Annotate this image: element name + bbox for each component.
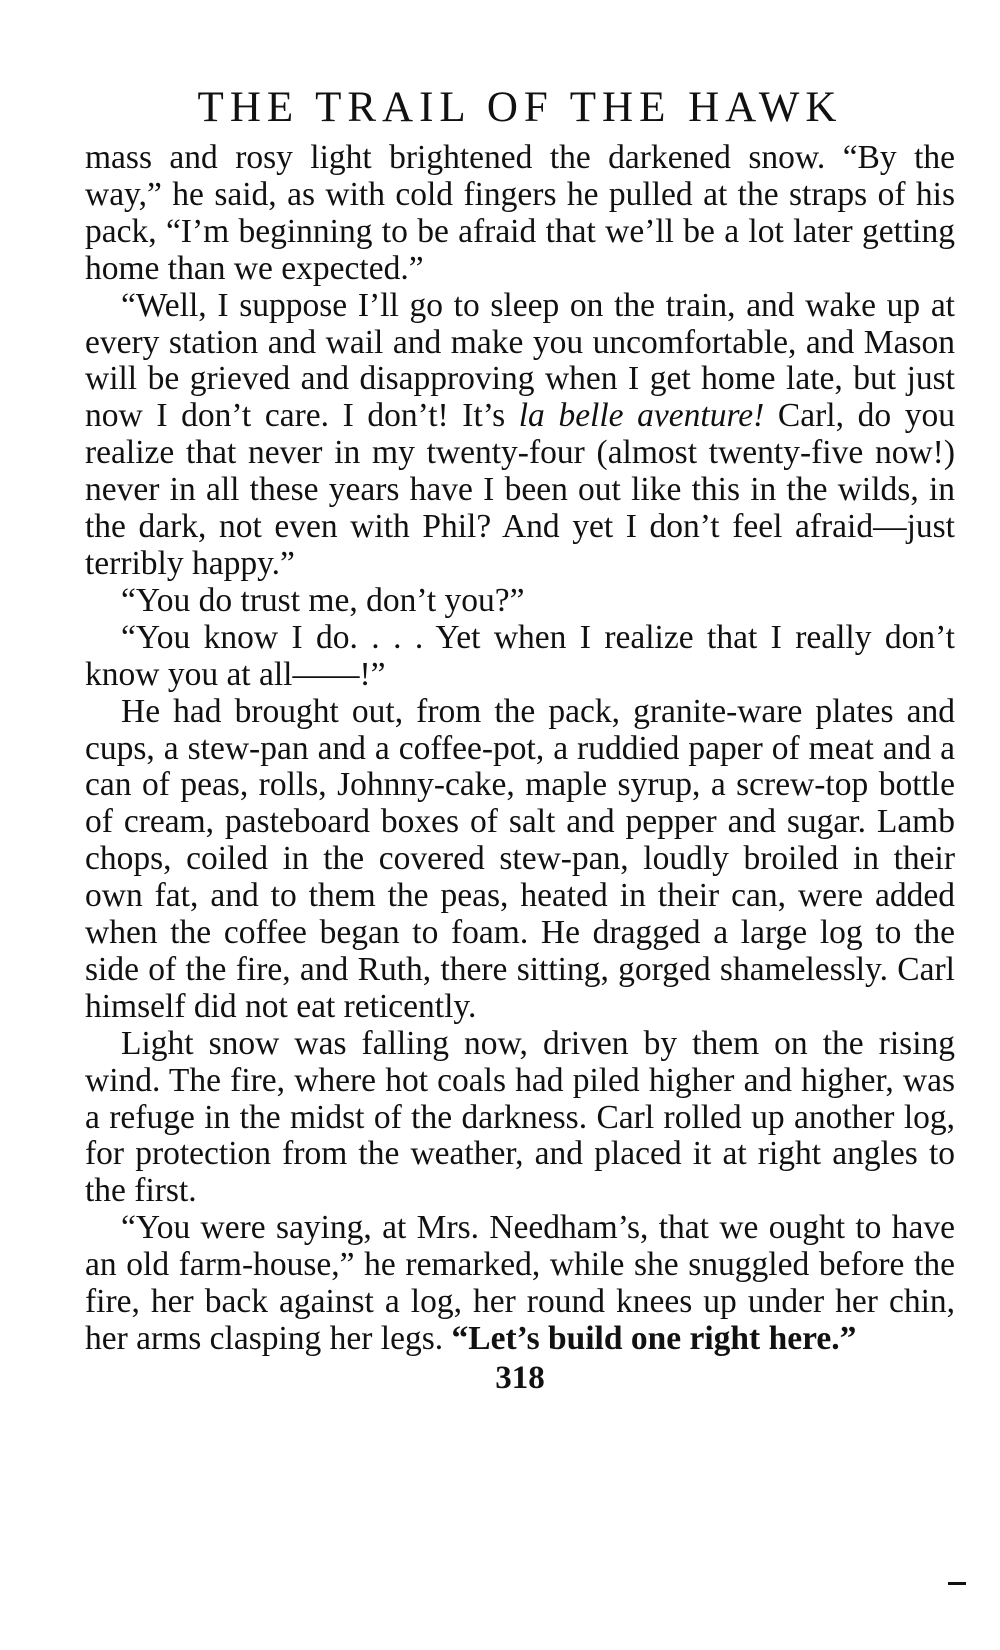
running-head: THE TRAIL OF THE HAWK xyxy=(197,84,843,131)
paragraph-2: “Well, I suppose I’ll go to sleep on the train, and wake up at every station and wail and make you uncomfortable, and Mason will be grieved and disapproving when I get home late, but just now I don’t care. I don’t! It’s la belle aventure! Carl, do you realize that never in my twenty-four (almost twenty-five now!) never in all these years have I been out like this in the wilds, in the dark, not even with Phil? And yet I don’t feel afraid—just terribly happy.” xyxy=(85,286,955,582)
page-number: 318 xyxy=(495,1359,545,1396)
paragraph-3: “You do trust me, don’t you?” xyxy=(121,581,525,619)
scan-mark xyxy=(948,1582,966,1585)
italic-phrase: la belle aventure! xyxy=(518,397,765,435)
book-page xyxy=(85,80,955,1396)
paragraph-5: He had brought out, from the pack, granite-ware plates and cups, a stew-pan and a coffee-pot, a ruddied paper of meat and a can of peas, rolls, Johnny-cake, maple syrup, a screw-top bottle of cream, pasteboard boxes of salt and pepper and sugar. Lamb chops, coiled in the covered stew-pan, loudly broiled in their own fat, and to them the peas, heated in their can, were added when the coffee began to foam. He dragged a large log to the side of the fire, and Ruth, there sitting, gorged shamelessly. Carl himself did not eat reticently. xyxy=(85,692,955,1025)
paragraph-1: mass and rosy light brightened the darkened snow. “By the way,” he said, as with cold fingers he pulled at the straps of his pack, “I’m beginning to be afraid that we’ll be a lot later getting home than we expected.” xyxy=(85,139,955,287)
bold-closing-line: “Let’s build one right here.” xyxy=(451,1320,857,1357)
paragraph-7: “You were saying, at Mrs. Needham’s, that we ought to have an old farm-house,” he remarked, while she snuggled before the fire, her back against a log, her round knees up under her chin, her arms clasping her legs. “Let’s build one right here.” xyxy=(85,1209,955,1357)
paragraph-6: Light snow was falling now, driven by them on the rising wind. The fire, where hot coals had piled higher and higher, was a refuge in the midst of the darkness. Carl rolled up another log, for protection from the weather, and placed it at right angles to the first. xyxy=(85,1024,955,1210)
paragraph-4: “You know I do. . . . Yet when I realize that I really don’t know you at all——!” xyxy=(85,618,955,693)
body-text xyxy=(85,140,955,1358)
